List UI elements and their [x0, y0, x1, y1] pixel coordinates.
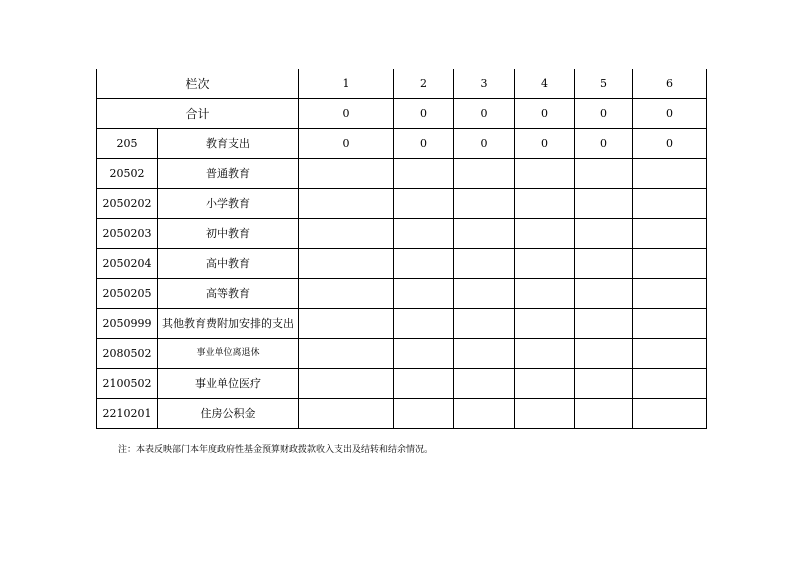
subject-code: 205 [97, 129, 158, 159]
cell-value [454, 279, 515, 309]
column-number: 4 [515, 69, 575, 99]
subject-code: 2100502 [97, 369, 158, 399]
cell-value [575, 279, 633, 309]
cell-value [515, 309, 575, 339]
subject-code: 2050204 [97, 249, 158, 279]
total-value: 0 [515, 99, 575, 129]
cell-value [394, 339, 454, 369]
cell-value [394, 279, 454, 309]
cell-value [575, 249, 633, 279]
subject-code: 2080502 [97, 339, 158, 369]
table-row [97, 339, 707, 369]
budget-table [96, 69, 707, 429]
table-row [97, 189, 707, 219]
cell-value [454, 399, 515, 429]
subject-name: 高中教育 [158, 249, 299, 279]
cell-value [299, 339, 394, 369]
cell-value [575, 189, 633, 219]
cell-value [394, 159, 454, 189]
cell-value [299, 159, 394, 189]
column-number: 6 [633, 69, 707, 99]
cell-value [394, 189, 454, 219]
header-row [97, 69, 707, 99]
cell-value [515, 369, 575, 399]
cell-value [515, 249, 575, 279]
total-value: 0 [394, 99, 454, 129]
cell-value [515, 159, 575, 189]
subject-name: 其他教育费附加安排的支出 [158, 309, 299, 339]
subject-code: 2050205 [97, 279, 158, 309]
table-row [97, 279, 707, 309]
table-footnote: 注：本表反映部门本年度政府性基金预算财政拨款收入支出及结转和结余情况。 [118, 445, 434, 455]
cell-value [633, 249, 707, 279]
column-index-label: 栏次 [97, 69, 299, 99]
table-row [97, 129, 707, 159]
cell-value [515, 399, 575, 429]
cell-value [633, 399, 707, 429]
cell-value [515, 279, 575, 309]
cell-value [454, 309, 515, 339]
subject-code: 2210201 [97, 399, 158, 429]
cell-value [454, 249, 515, 279]
column-number: 3 [454, 69, 515, 99]
cell-value [394, 309, 454, 339]
cell-value: 0 [633, 129, 707, 159]
cell-value [299, 279, 394, 309]
cell-value [454, 369, 515, 399]
subject-name: 事业单位医疗 [158, 369, 299, 399]
subject-code: 2050203 [97, 219, 158, 249]
cell-value: 0 [515, 129, 575, 159]
cell-value [633, 279, 707, 309]
subject-name: 教育支出 [158, 129, 299, 159]
cell-value [515, 219, 575, 249]
subject-name: 普通教育 [158, 159, 299, 189]
cell-value [299, 309, 394, 339]
cell-value [575, 309, 633, 339]
subject-name: 初中教育 [158, 219, 299, 249]
column-number: 5 [575, 69, 633, 99]
cell-value [394, 249, 454, 279]
table-row [97, 309, 707, 339]
cell-value [394, 399, 454, 429]
cell-value [575, 219, 633, 249]
table-row [97, 369, 707, 399]
total-label: 合计 [97, 99, 299, 129]
subject-code: 20502 [97, 159, 158, 189]
cell-value [299, 189, 394, 219]
cell-value [454, 339, 515, 369]
cell-value: 0 [575, 129, 633, 159]
total-value: 0 [454, 99, 515, 129]
table-row [97, 159, 707, 189]
cell-value [454, 189, 515, 219]
cell-value [575, 369, 633, 399]
cell-value: 0 [454, 129, 515, 159]
cell-value: 0 [299, 129, 394, 159]
cell-value [299, 369, 394, 399]
cell-value [633, 369, 707, 399]
cell-value [575, 339, 633, 369]
total-value: 0 [633, 99, 707, 129]
cell-value [394, 219, 454, 249]
table-row [97, 219, 707, 249]
cell-value [633, 189, 707, 219]
total-value: 0 [575, 99, 633, 129]
subject-name: 高等教育 [158, 279, 299, 309]
table-row [97, 249, 707, 279]
cell-value [454, 159, 515, 189]
cell-value [299, 249, 394, 279]
subject-name: 事业单位离退休 [158, 339, 299, 369]
total-value: 0 [299, 99, 394, 129]
cell-value [394, 369, 454, 399]
cell-value [515, 339, 575, 369]
cell-value [575, 399, 633, 429]
cell-value [299, 399, 394, 429]
cell-value [299, 219, 394, 249]
cell-value [515, 189, 575, 219]
cell-value [633, 309, 707, 339]
subject-code: 2050999 [97, 309, 158, 339]
cell-value [454, 219, 515, 249]
subject-name: 小学教育 [158, 189, 299, 219]
cell-value [633, 219, 707, 249]
cell-value [633, 159, 707, 189]
total-row [97, 99, 707, 129]
cell-value: 0 [394, 129, 454, 159]
column-number: 1 [299, 69, 394, 99]
cell-value [575, 159, 633, 189]
table-row [97, 399, 707, 429]
cell-value [633, 339, 707, 369]
subject-code: 2050202 [97, 189, 158, 219]
subject-name: 住房公积金 [158, 399, 299, 429]
column-number: 2 [394, 69, 454, 99]
